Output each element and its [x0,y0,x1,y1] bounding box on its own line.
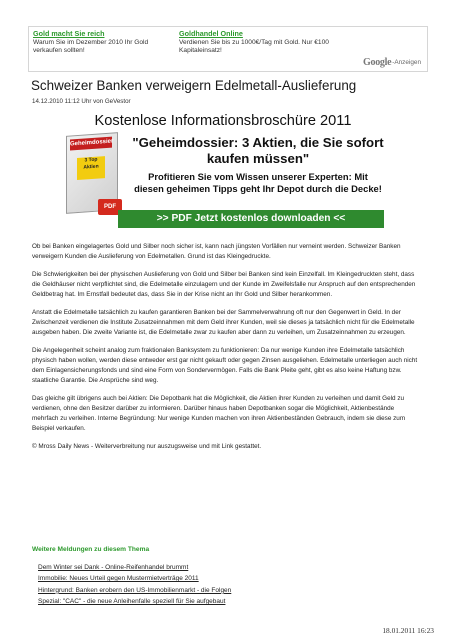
paragraph: Die Angelegenheit scheint analog zum fraktionalen Banksystem zu funktionieren: Da nur wenige Kunden ihre Edelmetalle tatsächlich physisch haben wollen, werden diese entweder erst gar nicht gekauft oder gegen Zinsen ausgeliehen. Edelmetalle unterliegen auch nicht dem Einlagensicherungsfonds und sind eine Form von Sondervermögen. Falls die Bank Pleite geht, gibt es also keine Haftung bzw. staatliche Garantie. Die Ansprüche sind weg. [32,347,418,384]
related-news-link[interactable]: Dem Winter sei Dank - Online-Reifenhandel brummt [38,564,189,571]
related-news-list [38,562,231,608]
paragraph: Die Schwierigkeiten bei der physischen Auslieferung von Gold und Silber bei Banken sind kein Einzelfall. Im Kleingedruckten steht, dass die Geldhäuser nicht verpflichtet sind, die Edelmetalle einzulagern und der Kunde im Zweifelsfalle nur Anspruch auf den entsprechenden Geldbetrag hat. Im Ernstfall bedeutet das, dass Sie in der Krise nicht an Ihr Gold und Silber herankommen. [32,271,416,298]
article-body [32,242,420,460]
ad-item[interactable] [179,30,329,55]
pdf-icon: PDF [98,199,122,215]
banner-title: Kostenlose Informationsbroschüre 2011 [94,113,352,129]
ad-title-link[interactable]: Goldhandel Online [179,29,243,38]
google-logo: Google [363,57,392,68]
ads-label: -Anzeigen [392,59,421,66]
download-pdf-button[interactable]: >> PDF Jetzt kostenlos downloaden << [118,210,384,228]
paragraph: Das gleiche gilt übrigens auch bei Aktien: Die Depotbank hat die Möglichkeit, die Aktien ihrer Kunden zu verleihen und damit Geld zu verdienen, ohne den Besitzer darüber zu informieren. Darüber hinaus haben Depotbanken sogar die Möglichkeit, Aktienbestände mehrfach zu verleihen. Interne Begründung: Nur wenige Kunden machen von ihren Aktienbeständen Gebrauch, indem sie diese zum Beispiel verkaufen. [32,395,406,432]
ad-text: Verdienen Sie bis zu 1000€/Tag mit Gold. Nur €100 Kapitaleinsatz! [179,39,329,54]
brochure-title: Geheimdossier [70,137,112,151]
ad-item[interactable] [33,30,167,55]
related-news-link[interactable]: Spezial: "CAC" - die neue Anleihenfalle speziell für Sie aufgebaut [38,598,226,606]
paragraph: Anstatt die Edelmetalle tatsächlich zu kaufen garantieren Banken bei der Sammelverwahrung oft nur den Gegenwert in Geld. In der Zwischenzeit verdienen die Institute Zusatzeinnahmen mit dem Geld ihrer Kunden, weil sie dieses ja tatsächlich nicht für die Edelmetalle ausgeben haben. Die zweite Variante ist, die Edelmetalle zwar zu kaufen aber dann zu verleihen, um Zusatzeinnahmen zu erzeugen. [32,309,415,336]
related-news-link[interactable]: Immobilie: Neues Urteil gegen Mustermietverträge 2011 [38,575,199,583]
ad-box [28,26,428,72]
banner-subline: Profitieren Sie vom Wissen unserer Experten: Mit diesen geheimen Tipps geht Ihr Depot durch die Decke! [134,171,382,194]
promo-banner[interactable] [62,113,384,229]
ad-text: Warum Sie im Dezember 2010 Ihr Gold verkaufen sollten! [33,39,149,54]
paragraph: Ob bei Banken eingelagertes Gold und Silber noch sicher ist, kann nach jüngsten Vorfällen nur verneint werden. Schweizer Banken verweigern Kunden die Auslieferung von Edelmetallen. Grund ist das Kleingedruckte. [32,243,401,260]
print-timestamp: 18.01.2011 16:23 [382,626,434,635]
copyright-note: © Mross Daily News - Weiterverbreitung nur auszugsweise und mit Link gestattet. [32,443,262,450]
article-byline: 14.12.2010 11:12 Uhr von GeVestor [32,98,131,105]
related-news-link[interactable]: Hintergrund: Banken erobern den US-Immobilienmarkt - die Folgen [38,586,232,594]
ad-title-link[interactable]: Gold macht Sie reich [33,29,105,38]
related-news-heading: Weitere Meldungen zu diesem Thema [32,546,150,553]
google-ads-badge[interactable] [363,57,421,68]
article-title: Schweizer Banken verweigern Edelmetall-Auslieferung [31,78,357,93]
brochure-subtitle: 3 Top Aktien [77,156,105,180]
banner-headline: "Geheimdossier: 3 Aktien, die Sie sofort kaufen müssen" [132,135,384,166]
